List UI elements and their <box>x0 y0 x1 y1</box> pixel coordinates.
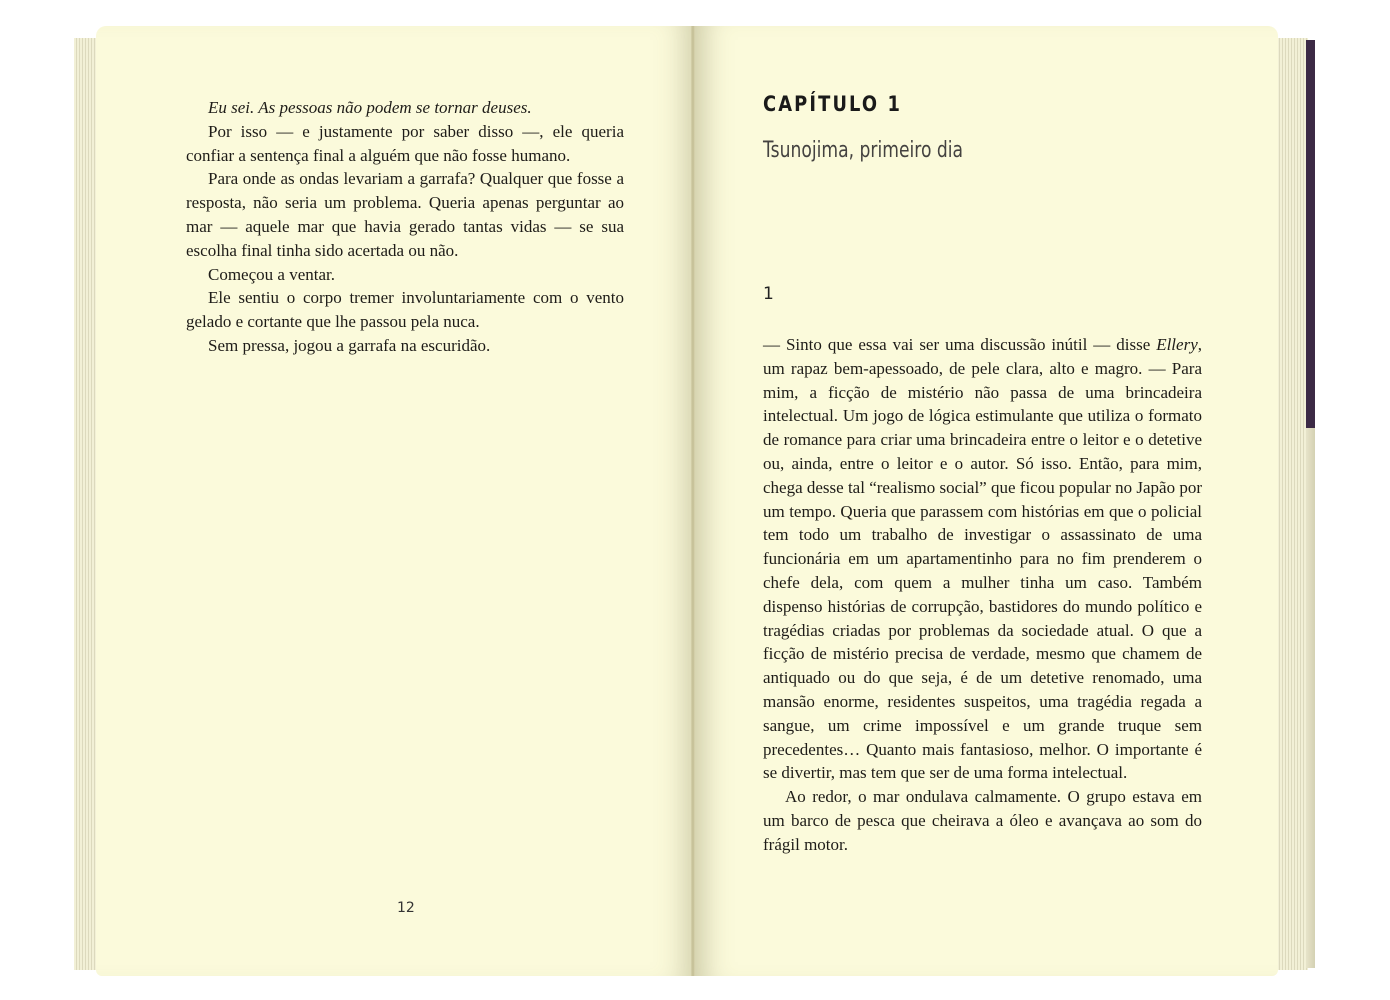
chapter-label: CAPÍTULO 1 <box>763 92 903 116</box>
page-number: 12 <box>397 900 415 916</box>
paragraph: Ele sentiu o corpo tremer involuntariamente com o vento gelado e cortante que lhe passou pela nuca. <box>186 288 624 332</box>
paragraph: Eu sei. As pessoas não podem se tornar deuses. <box>208 98 532 117</box>
left-page-body <box>186 96 624 358</box>
right-page-body <box>763 333 1202 857</box>
paragraph: — Sinto que essa vai ser uma discussão inútil — disse Ellery, um rapaz bem-apessoado, de pele clara, alto e magro. — Para mim, a ficção de mistério não passa de uma brincadeira intelectual. Um jogo de lógica estimulante que utiliza o formato de romance para criar uma brincadeira entre o leitor e o detetive ou, ainda, entre o leitor e o autor. Só isso. Então, para mim, chega desse tal “realismo social” que ficou popular no Japão por um tempo. Queria que parassem com histórias em que o policial tem todo um trabalho de investigar o assassinato de uma funcionária em um apartamentinho para no fim prenderem o chefe dela, com quem a mulher tinha um caso. Também dispenso histórias de corrupção, bastidores do mundo político e tragédias criadas por problemas da sociedade atual. O que a ficção de mistério precisa de verdade, mesmo que chamem de antiquado ou do que seja, é de um detetive renomado, uma mansão enorme, residentes suspeitos, uma tragédia regada a sangue, um crime impossível e um grande truque sem precedentes… Quanto mais fantasioso, melhor. O importante é se divertir, mas tem que ser de uma forma intelectual. <box>763 335 1203 783</box>
paragraph: Para onde as ondas levariam a garrafa? Qualquer que fosse a resposta, não seria um problema. Queria apenas perguntar ao mar — aquele mar que havia gerado tantas vidas — se sua escolha final tinha sido acertada ou não. <box>186 169 624 260</box>
book-gutter <box>691 26 695 976</box>
paragraph: Começou a ventar. <box>208 264 335 284</box>
chapter-subtitle: Tsunojima, primeiro dia <box>763 138 964 163</box>
section-number: 1 <box>763 284 774 304</box>
paragraph: Ao redor, o mar ondulava calmamente. O grupo estava em um barco de pesca que cheirava a óleo e avançava ao som do frágil motor. <box>763 787 1202 854</box>
cover-edge-lower <box>1306 428 1315 968</box>
cover-edge <box>1306 40 1315 428</box>
paragraph: Por isso — e justamente por saber disso —, ele queria confiar a sentença final a alguém que não fosse humano. <box>186 121 624 165</box>
paragraph: Sem pressa, jogou a garrafa na escuridão. <box>208 335 491 355</box>
